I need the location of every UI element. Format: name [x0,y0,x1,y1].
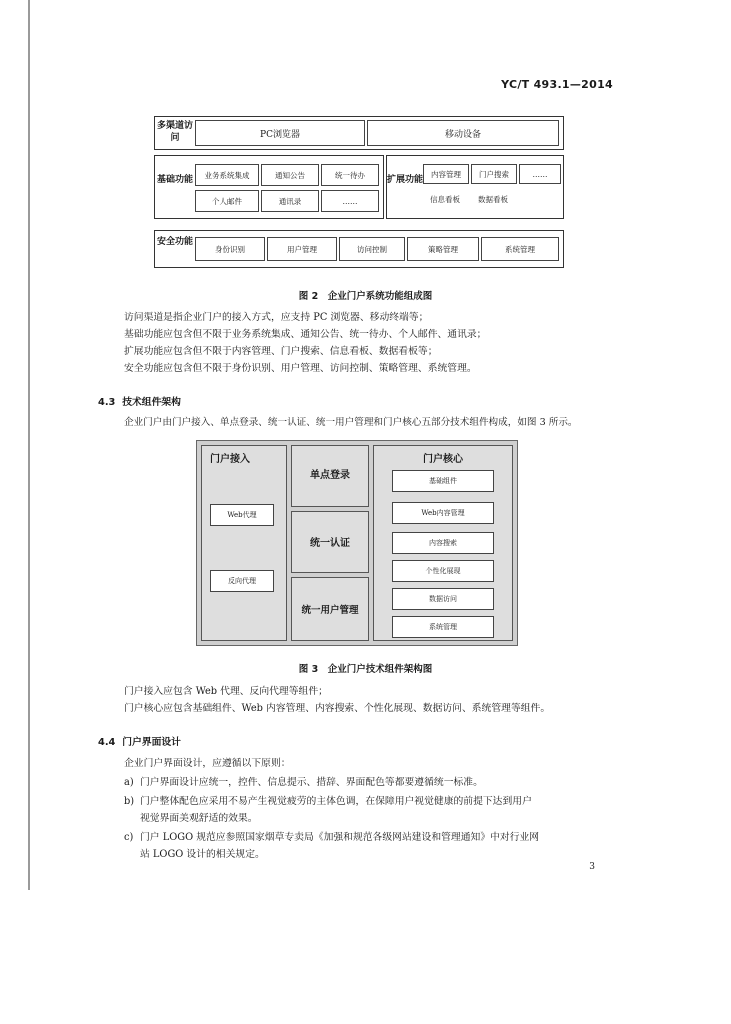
basic-item-contacts: 通讯录 [261,190,319,212]
row-label-security: 安全功能 [157,237,194,247]
ext-item-data-board: 数据看板 [478,194,508,204]
figure-3-caption: 图 3 企业门户技术组件架构图 [298,664,433,675]
sso-title: 单点登录 [310,470,350,481]
basic-item-todo: 统一待办 [321,164,379,186]
paragraph: 企业门户由门户接入、单点登录、统一认证、统一用户管理和门户核心五部分技术组件构成，如图 3 所示。 [124,417,578,428]
unified-user-mgmt-title: 统一用户管理 [301,605,359,616]
security-function-row [154,230,564,268]
sec-item-system: 系统管理 [481,237,559,261]
core-item: 内容搜索 [392,532,494,554]
sec-item-user: 用户管理 [267,237,337,261]
portal-core-panel [373,445,513,641]
sec-item-access: 访问控制 [339,237,405,261]
core-item: 数据访问 [392,588,494,610]
paragraph: 企业门户界面设计，应遵循以下原则： [124,758,291,769]
paragraph: 访问渠道是指企业门户的接入方式，应支持 PC 浏览器、移动终端等； [124,312,429,323]
standard-number: YC/T 493.1—2014 [501,78,613,91]
section-4-3-heading [98,394,181,408]
list-text: 门户整体配色应采用不易产生视觉疲劳的主体色调，在保障用户视觉健康的前提下达到用户 [140,796,532,807]
list-text-continuation: 站 LOGO 设计的相关规定。 [140,849,265,860]
ext-item-search: 门户搜索 [471,164,517,184]
paragraph: 门户核心应包含基础组件、Web 内容管理、内容搜索、个性化展现、数据访问、系统管理等组件。 [124,703,551,714]
extended-function-group [386,155,564,219]
list-item [124,829,539,846]
section-number: 4.4 [98,737,116,748]
paragraph: 门户接入应包含 Web 代理、反向代理等组件； [124,686,328,697]
basic-function-group [154,155,384,219]
list-text: 门户 LOGO 规范应参照国家烟草专卖局《加强和规范各级网站建设和管理通知》中对行业网 [140,832,540,843]
paragraph: 安全功能应包含但不限于身份识别、用户管理、访问控制、策略管理、系统管理。 [124,363,477,374]
ext-item-content: 内容管理 [423,164,469,184]
list-marker: c) [124,832,134,843]
ext-item-info-board: 信息看板 [430,194,460,204]
figure-3 [196,440,518,646]
row-label-basic: 基础功能 [157,175,194,185]
list-marker: a) [124,777,134,788]
unified-auth-panel [291,511,369,573]
core-item: 基础组件 [392,470,494,492]
section-title: 技术组件架构 [122,397,181,408]
page-number: 3 [589,862,595,872]
basic-item-mail: 个人邮件 [195,190,259,212]
sec-item-policy: 策略管理 [407,237,479,261]
basic-item-notice: 通知公告 [261,164,319,186]
paragraph: 扩展功能应包含但不限于内容管理、门户搜索、信息看板、数据看板等； [124,346,438,357]
portal-access-panel [201,445,287,641]
section-4-4-heading [98,734,181,748]
basic-item-more: …… [321,190,379,212]
list-marker: b) [124,796,135,807]
portal-core-title: 门户核心 [423,454,463,465]
row-label-access: 多渠道访问 [157,121,194,143]
sso-panel [291,445,369,507]
reverse-proxy-box: 反向代理 [210,570,274,592]
list-text-continuation: 视觉界面美观舒适的效果。 [140,813,258,824]
core-item: Web内容管理 [392,502,494,524]
mobile-device-box: 移动设备 [367,120,559,146]
web-proxy-box: Web代理 [210,504,274,526]
section-title: 门户界面设计 [122,737,181,748]
core-item: 系统管理 [392,616,494,638]
basic-item-integration: 业务系统集成 [195,164,259,186]
row-label-extended: 扩展功能 [387,175,424,185]
list-item [124,774,483,791]
core-item: 个性化展现 [392,560,494,582]
unified-auth-title: 统一认证 [310,538,350,549]
sec-item-identity: 身份识别 [195,237,265,261]
list-text: 门户界面设计应统一，控件、信息提示、措辞、界面配色等都要遵循统一标准。 [140,777,483,788]
paragraph: 基础功能应包含但不限于业务系统集成、通知公告、统一待办、个人邮件、通讯录； [124,329,487,340]
unified-user-mgmt-panel [291,577,369,641]
figure-2-caption: 图 2 企业门户系统功能组成图 [298,291,433,302]
ext-item-more: …… [519,164,561,184]
section-number: 4.3 [98,397,116,408]
access-channel-row [154,116,564,150]
page-edge-rule [28,0,30,890]
pc-browser-box: PC浏览器 [195,120,365,146]
portal-access-title: 门户接入 [210,454,250,465]
list-item [124,793,532,810]
